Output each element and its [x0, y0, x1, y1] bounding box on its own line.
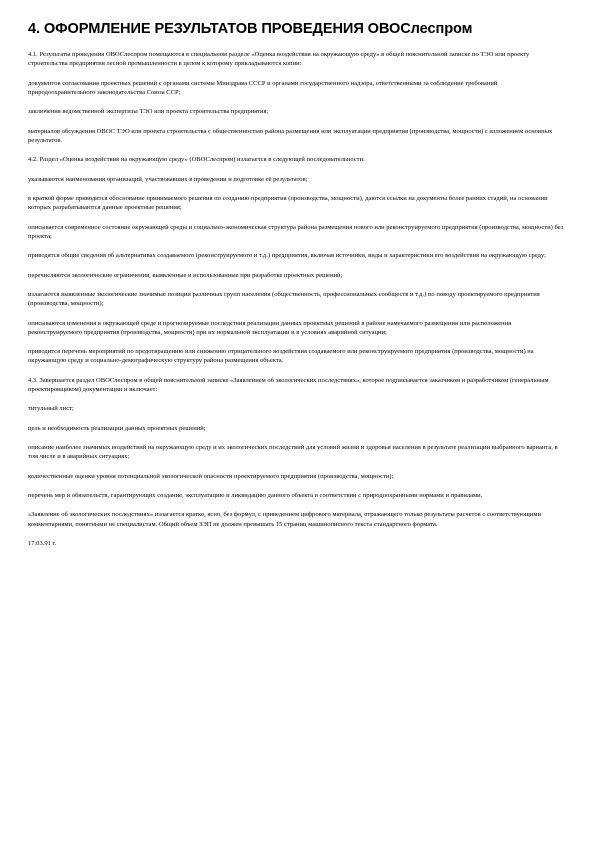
paragraph-mitigation-measures: приводится перечень мероприятий по предотвращению или снижению отрицательного воздействия создаваемого или реконструируемого предприятия (производства, мощности) на окружающую среду и социально-демографическую структуру района размещения объекта. [28, 348, 534, 365]
paragraph-4-2: 4.2. Раздел «Оценка воздействия на окружающую среду» (ОВОСлеспром) излагается в следующей последовательности: [28, 156, 365, 164]
paragraph-alternatives: приводятся общие сведения об альтернативах создаваемого (реконструируемого и т.д.) предприятия, включая источники, виды и характеристики его воздействия на окружающую среду; [28, 252, 546, 260]
paragraph-organizations: указываются наименования организаций, участвовавших в проведении и подготовке её результатов; [28, 175, 308, 183]
document-body [28, 50, 566, 529]
paragraph-expert-conclusion: заключения ведомственной экспертизы ТЭО или проекта строительства предприятия; [28, 108, 269, 116]
paragraph-statement-format: «Заявление об экологических последствиях» излагается кратко, ясно, без формул, с приведением цифрового материала, отражающего только результаты расчетов с соответствующими комментариями, понятными не специалистам. Общий объем ЗЭП не должен превышать 15 страниц машинописного текста стандартного формата. [28, 511, 541, 528]
paragraph-current-state: описывается современное состояние окружающей среды и социально-экономическая структура района размещения нового или реконструируемого предприятия (производства, мощности) без проекта; [28, 223, 564, 240]
paragraph-public-positions: излагаются выявленные экологические значимые позиции различных групп населения (общественность, профессиональных сообществ и т.д.) по поводу проектируемого предприятия (производства, мощности); [28, 290, 540, 308]
paragraph-environmental-changes: описываются изменения в окружающей среде и прогнозируемые последствия реализации данных проектных решений в районе намечаемого размещения или расположения реконструируемого предприятия (производства, мощности) при их нормальной эксплуатации и в условиях аварийной ситуации; [28, 319, 512, 336]
paragraph-impacts: описание наиболее значимых воздействий на окружающую среду и их экологических последствий для условий жизни и здоровья населения в результате реализации выбранного варианта, в том числе и в аварийных ситуациях; [28, 444, 558, 461]
paragraph-quantitative-assessment: количественные оценки уровня потенциальной экологической опасности проектируемого предприятия (производства, мощности); [28, 472, 394, 480]
paragraph-ecological-limits: перечисляются экологические ограничения, выявленные и использованные при разработке проектных решений; [28, 271, 343, 279]
paragraph-title-sheet: титульный лист; [28, 405, 74, 413]
paragraph-purpose: цель и необходимость реализации данных проектных решений; [28, 424, 206, 432]
page-title: 4. ОФОРМЛЕНИЕ РЕЗУЛЬТАТОВ ПРОВЕДЕНИЯ ОВОСлеспром [28, 21, 473, 37]
paragraph-justification: в краткой форме приводится обоснование принимаемого решения по созданию предприятия (производства, мощности), даются ссылки на документы более ранних стадий, на основании которых разрабатываются данные проектные решения; [28, 194, 548, 212]
paragraph-approval-documents: документов согласования проектных решений с органами системы Минздрава СССР и органами государственного надзора, ответственными за соблюдение требований природоохранительного законодательства Союза ССР; [28, 79, 498, 96]
paragraph-4-1: 4.1. Результаты проведения ОВОСлеспром помещаются в специальном разделе «Оценка воздействия на окружающую среду» в общей пояснительной записке по ТЭО или проекту строительства предприятия лесной промышленности в целом к которому прикладываются копии: [28, 51, 530, 68]
document-date: 17.03.91 г. [28, 540, 57, 548]
paragraph-obligations: перечень мер и обязательств, гарантирующих создание, эксплуатацию и ликвидацию данного объекта в соответствии с природоохранными нормами и правилами. [28, 492, 483, 500]
paragraph-4-3: 4.3. Завершается раздел ОВОСлеспром в общей пояснительной записке «Заявлением об экологических последствиях», которое подписывается заказчиком и разработчиком (генеральным проектировщиком) документации и включает: [28, 376, 549, 393]
paragraph-public-discussion: материалов обсуждения ОВОС ТЭО или проекта строительства с общественностью района размещения или эксплуатации предприятия (производства, мощности) с изложением основных результатов. [28, 127, 553, 144]
document-page [28, 20, 566, 548]
